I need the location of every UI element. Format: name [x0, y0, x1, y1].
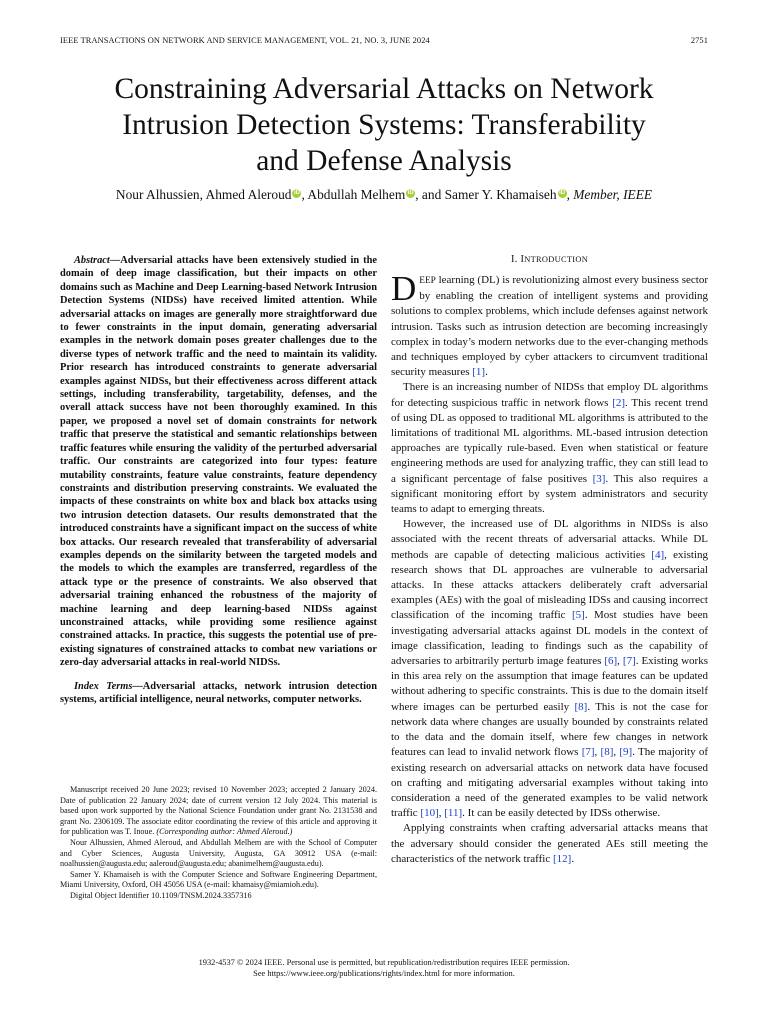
left-column	[60, 254, 377, 706]
footnote-affiliation: Samer Y. Khamaiseh is with the Computer Science and Software Engineering Department, Miami University, Oxford, OH 45056 USA (e-mail: khamaisy@miamioh.edu).	[60, 869, 377, 890]
copyright-text: 2024 IEEE. Personal use is permitted, but republication/redistribution requires IEEE permission.	[243, 958, 570, 967]
copyright-footer	[60, 957, 708, 979]
drop-cap: D	[391, 269, 417, 308]
copyright-symbol: ©	[236, 958, 244, 967]
abstract-label: Abstract	[74, 255, 110, 266]
author-list	[60, 186, 708, 204]
paragraph-text: Applying constraints when crafting adversarial attacks means that the adversary should consider the generated AEs still meeting the characteristics of the network traffic	[391, 822, 708, 865]
page-number: 2751	[690, 36, 708, 45]
abstract-text: —Adversarial attacks have been extensively studied in the domain of deep image classification, but their impacts on other domains such as Machine and Deep Learning-based Network Intrusion Detection Systems (NIDSs) have received limited attention. While adversarial attacks on images are generally more straightforward due to fewer constraints in the input domain, generating adversarial examples in the network domain poses greater challenges due to the diverse types of network traffic and the need to maintain its validity. Prior research has introduced constraints to generate adversarial examples against NIDSs, but their effectiveness across different attack settings, including transferability, targetability, defenses, and the overall attack success have not been thoroughly examined. In this paper, we proposed a novel set of domain constraints for network traffic that preserve the statistical and semantic relationships between traffic features while ensuring the validity of the perturbed adversarial traffic. Our constraints are categorized into four types: feature mutability constraints, feature value constraints, feature dependency constraints and distribution preserving constraints. We evaluated the impacts of these constraints on white box and black box attacks using two intrusion detection datasets. Our results demonstrated that the introduced constraints have a significant impact on the success of white box attacks. Our research revealed that transferability of adversarial examples depends on the similarity between the targeted models and the models to which the examples are transferred, regardless of the attack type or the presence of constraints. We also observed that adversarial training enhanced the robustness of the majority of machine learning and deep learning-based NIDSs against unconstrained attacks, while providing some resilience against constrained attacks. In practice, this suggests the potential use of pre-existing signatures of constrained attacks to combat new variations or zero-day adversarial attacks in real-world NIDSs.	[60, 255, 377, 669]
paper-title	[60, 71, 708, 179]
journal-header: IEEE TRANSACTIONS ON NETWORK AND SERVICE MANAGEMENT, VOL. 21, NO. 3, JUNE 2024	[60, 36, 430, 45]
citation-link[interactable]: [2]	[612, 396, 626, 409]
section-title-first-letter: I	[520, 254, 525, 265]
citation-link[interactable]: [12]	[552, 852, 572, 865]
member-affiliation: Member, IEEE	[573, 187, 653, 202]
orcid-icon[interactable]: iD	[559, 190, 566, 196]
paragraph-text: There is an increasing number of NIDSs that employ DL algorithms for detecting suspicious traffic in network flows	[391, 381, 708, 409]
orcid-icon[interactable]: iD	[293, 190, 300, 196]
title-line: and Defense Analysis	[256, 145, 512, 177]
citation-link[interactable]: [6]	[604, 655, 618, 668]
paragraph-text: . It can be easily detected by IDSs otherwise.	[462, 807, 661, 820]
paragraph-text: learning (DL) is revolutionizing almost every business sector by enabling the creation of intelligent systems and providing solutions to complex problems, which include defenses against network intrusion. Tasks such as intrusion detection are becoming increasingly complex in today’s modern networks due to the ever-changing methods and techniques employed by cyber attackers to circumvent traditional security measures	[391, 274, 708, 379]
section-number: I.	[510, 254, 521, 265]
separator: ,	[617, 655, 623, 668]
author-names: , and Samer Y. Khamaiseh	[415, 187, 557, 202]
citation-link[interactable]: [8]	[600, 746, 614, 759]
copyright-line	[60, 957, 708, 968]
footnote-text: Manuscript received 20 June 2023; revised 10 November 2023; accepted 2 January 2024. Date of publication 22 January 2024; date of current version 12 July 2024. This material is based upon work supported by the National Science Foundation under grant No. 2131538 and grant No. 2306109. The associate editor coordinating the review of this article and approving it for publication was T. Inoue.	[60, 785, 377, 837]
section-title-rest: NTRODUCTION	[524, 255, 589, 264]
index-terms-label: Index Terms	[74, 680, 133, 692]
paragraph-text: .	[571, 852, 575, 865]
citation-link[interactable]: [9]	[619, 746, 633, 759]
title-line: Intrusion Detection Systems: Transferability	[122, 109, 646, 141]
footnote-doi: Digital Object Identifier 10.1109/TNSM.2024.3357316	[70, 890, 252, 900]
separator: ,	[438, 807, 445, 820]
issn: 1932-4537	[198, 958, 237, 967]
citation-link[interactable]: [10]	[420, 807, 439, 820]
separator: ,	[594, 746, 601, 759]
index-terms-text: —Adversarial attacks, network intrusion detection systems, artificial intelligence, neural networks, computer networks.	[60, 680, 377, 705]
citation-link[interactable]: [1]	[472, 366, 486, 379]
citation-link[interactable]: [7]	[581, 746, 595, 759]
citation-link[interactable]: [3]	[592, 472, 606, 485]
paragraph-text: . Existing works in this area rely on the assumption that image features can be updated without adhering to specific constraints. This is due to the domain itself where images can be perturbed easily	[391, 655, 708, 713]
paragraph-text: . The majority of existing research on adversarial attacks on network data have focused on crafting and mitigating adversarial examples without taking into consideration a need of the generated examples to be valid network traffic	[391, 746, 709, 820]
paragraph	[391, 380, 708, 517]
rights-url-line: See https://www.ieee.org/publications/rights/index.html for more information.	[253, 969, 515, 978]
section-heading	[391, 254, 708, 265]
citation-link[interactable]: [8]	[574, 700, 588, 713]
footnotes	[60, 785, 377, 902]
footnote-affiliation: Nour Alhussien, Ahmed Aleroud, and Abdullah Melhem are with the School of Computer and Cyber Sciences, Augusta University, Augusta, GA 30912 USA (e-mail: noalhussien@augusta.edu; aaleroud@augusta.edu; abanimelhem@augusta.edu).	[60, 837, 377, 869]
paragraph-text: However, the increased use of DL algorithms in NIDSs is also associated with the recent threats of adversarial attacks. While DL methods are capable of detecting malicious activities	[391, 518, 708, 561]
right-column	[391, 254, 708, 867]
footnote-manuscript	[60, 785, 377, 838]
citation-link[interactable]: [7]	[622, 655, 636, 668]
running-header	[60, 36, 708, 48]
small-caps-word: EEP	[419, 276, 436, 286]
paragraph-text: .	[485, 366, 488, 379]
author-separator: ,	[566, 187, 574, 202]
paragraph	[391, 821, 708, 867]
paragraph-text: , existing research shows that DL approaches are vulnerable to adversarial attacks. In these attacks attackers deliberately craft adversarial examples (AEs) with the goal of misleading IDSs and causing incorrect classification of the incoming traffic	[391, 548, 708, 622]
separator: ,	[613, 746, 620, 759]
corresponding-author: (Corresponding author: Ahmed Aleroud.)	[156, 827, 293, 837]
paragraph-text: . This also requires a significant monitoring effort by system administrators and security teams to adapt to emerging threats.	[391, 472, 708, 516]
author-names: Nour Alhussien, Ahmed Aleroud	[115, 187, 292, 202]
paragraph	[391, 269, 708, 380]
title-line: Constraining Adversarial Attacks on Network	[114, 73, 654, 105]
citation-link[interactable]: [5]	[572, 609, 585, 622]
paragraph-text: . Most studies have been investigating adversarial attacks against DL models in the context of image classification, leading to findings such as the capability of adversaries to arbitrarily perturb image features	[391, 609, 708, 668]
orcid-icon[interactable]: iD	[407, 190, 414, 196]
abstract	[60, 254, 377, 670]
author-names: , Abdullah Melhem	[301, 187, 406, 202]
index-terms	[60, 680, 377, 707]
paragraph	[391, 517, 708, 821]
paragraph-text: . This recent trend of using DL as opposed to traditional ML algorithms is attributed to the limitations of traditional ML algorithms. ML-based intrusion detection approaches are typically rule-based. Even when statistical or feature engineering methods are used for analyzing traffic, they can still lead to a significant percentage of false positives	[391, 396, 708, 485]
citation-link[interactable]: [4]	[651, 548, 665, 561]
citation-link[interactable]: [11]	[444, 807, 463, 820]
paragraph-text: . This is not the case for network data where changes are usually bounded by constraints related to the data and the domain itself, where few changes in network features can lead to invalid network flows	[391, 700, 708, 759]
